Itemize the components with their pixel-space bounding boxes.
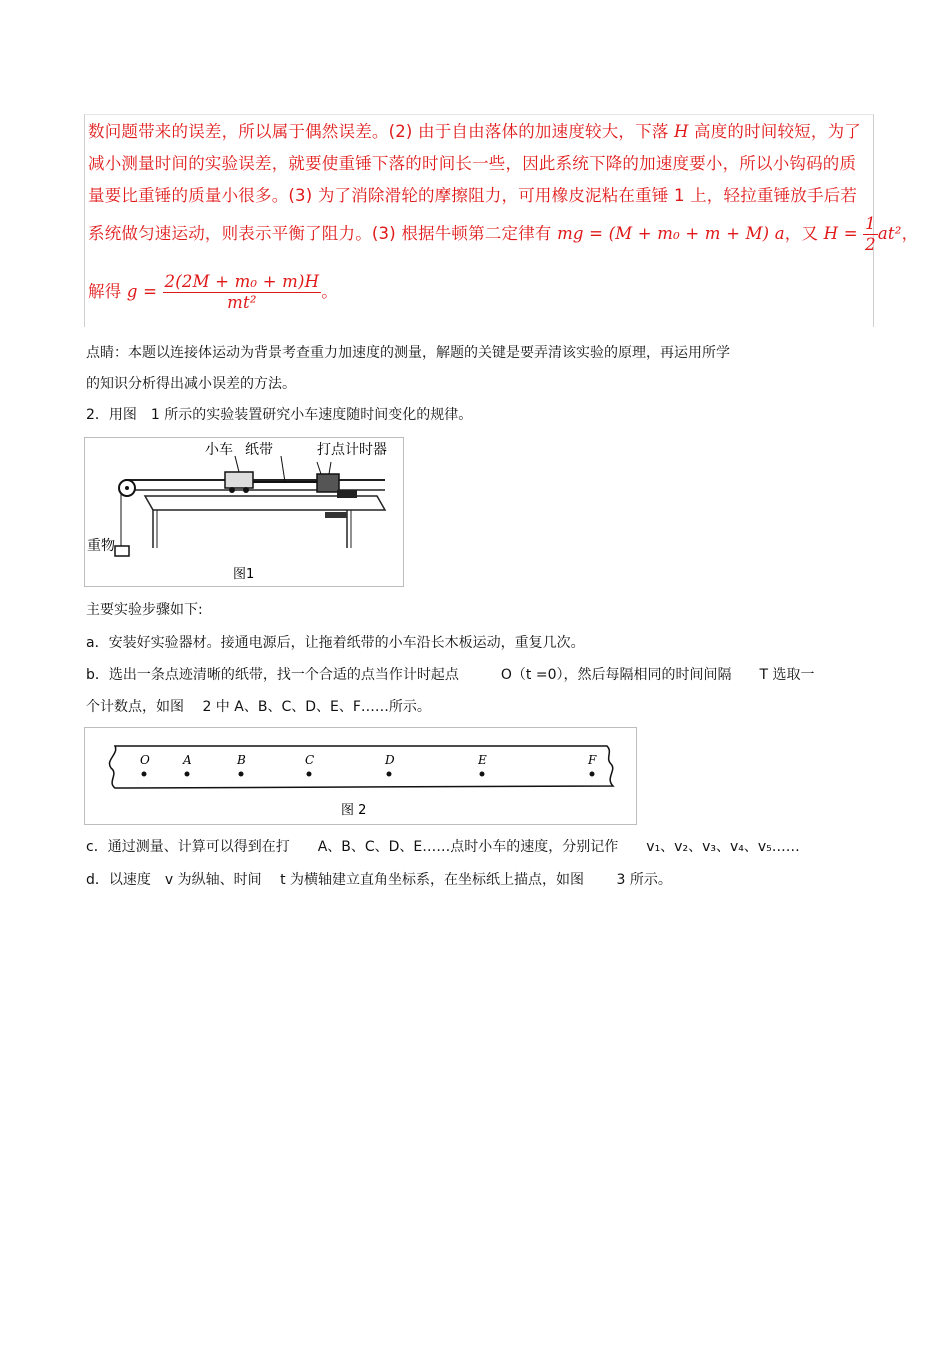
g-equation: g =: [126, 282, 163, 301]
figure-1: [84, 437, 404, 587]
fraction-g: $\frac{\text{2(2M + m₀ + m)H}}{\text{mt²}}$: [164, 272, 320, 312]
step-b-line-2: 个计数点，如图 2 中 A、B、C、D、E、F……所示。: [86, 699, 431, 715]
question-2-title: 2．用图 1 所示的实验装置研究小车速度随时间变化的规律。: [86, 407, 473, 423]
solution-line-1: [88, 118, 861, 142]
label-car: 小车: [205, 442, 233, 458]
step-d: d．以速度 v 为纵轴、时间 t 为横轴建立直角坐标系，在坐标纸上描点，如图 3 所示。: [86, 872, 672, 888]
solution-text: 系统做匀速运动，则表示平衡了阻力。(3) 根据牛顿第二定律有: [88, 224, 558, 243]
tape-point-dot: [185, 772, 190, 777]
tape-point-dot: [387, 772, 392, 777]
fraction-half: $\frac{1}{2}$: [865, 214, 876, 254]
tape-point-label: F: [588, 753, 597, 767]
tape-point-label: O: [140, 753, 150, 767]
solution-line-4: 系统做匀速运动，则表示平衡了阻力。(3) 根据牛顿第二定律有 mg = (M + m₀ + m + M) a，又 H = $\frac{1}{2}$ at²，: [88, 214, 919, 254]
tape-point-dot: [307, 772, 312, 777]
comment-line-1: 点睛：本题以连接体运动为背景考查重力加速度的测量，解题的关键是要弄清该实验的原理，再运用所学: [86, 345, 730, 361]
timer: [317, 474, 339, 492]
variable-h: H: [673, 122, 689, 141]
solution-line-3: 量要比重锤的质量小很多。(3) 为了消除滑轮的摩擦阻力，可用橡皮泥粘在重锤 1 上，轻拉重锤放手后若: [88, 186, 858, 205]
tape-point-label: A: [183, 753, 192, 767]
tape-point-label: C: [305, 753, 315, 767]
figure-1-caption: 图1: [233, 567, 255, 582]
newton-equation: mg = (M + m₀ + m + M) a: [557, 224, 785, 243]
paper-tape-diagram: [85, 728, 636, 824]
figure-2: [84, 727, 637, 825]
tape-point-label: E: [478, 753, 487, 767]
tape-point-dot: [239, 772, 244, 777]
solution-line-5: 解得 g = $\frac{\text{2(2M + m₀ + m)H}}{\text{mt²}}$ 。: [88, 272, 338, 312]
figure-2-caption: 图 2: [341, 803, 367, 818]
solution-text: 解得: [88, 282, 127, 301]
at-squared: at²: [877, 224, 902, 243]
table-top: [145, 496, 385, 510]
label-tape: 纸带: [245, 442, 273, 458]
apparatus-diagram: [85, 438, 403, 586]
comment-line-2: 的知识分析得出减小误差的方法。: [86, 376, 296, 392]
steps-header: 主要实验步骤如下:: [86, 602, 203, 618]
tape-point-dot: [142, 772, 147, 777]
tape-point-label: D: [385, 753, 395, 767]
solution-text: 数问题带来的误差，所以属于偶然误差。(2) 由于自由落体的加速度较大，下落: [88, 122, 674, 141]
step-c: c．通过测量、计算可以得到在打 A、B、C、D、E……点时小车的速度，分别记作 v₁、v₂、v₃、v₄、v₅……: [86, 839, 800, 855]
weight: [115, 546, 129, 556]
height-equation: H =: [823, 224, 864, 243]
solution-line-2: 减小测量时间的实验误差，就要使重锤下落的时间长一些，因此系统下降的加速度要小，所以小钩码的质: [88, 154, 857, 173]
label-timer: 打点计时器: [317, 442, 387, 458]
tape-point-label: B: [237, 753, 246, 767]
step-b-line-1: b．选出一条点迹清晰的纸带，找一个合适的点当作计时起点 O（t =0），然后每隔相同的时间间隔 T 选取一: [86, 667, 815, 683]
tape-point-dot: [590, 772, 595, 777]
solution-text: ，又: [784, 224, 824, 243]
car: [225, 472, 253, 488]
step-a: a．安装好实验器材。接通电源后，让拖着纸带的小车沿长木板运动，重复几次。: [86, 635, 585, 651]
tape-point-dot: [480, 772, 485, 777]
label-weight: 重物: [87, 538, 115, 554]
solution-text: 高度的时间较短，为了: [688, 122, 862, 141]
